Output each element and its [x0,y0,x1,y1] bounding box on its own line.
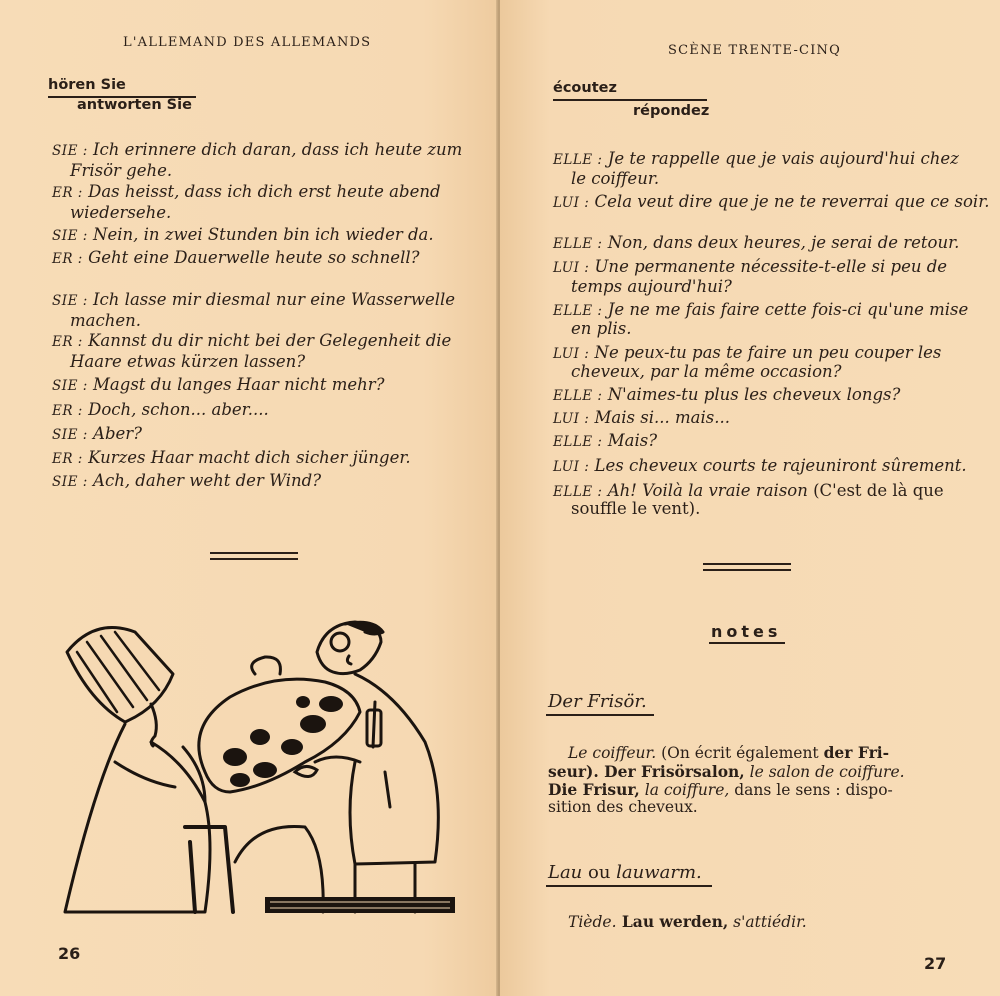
dialogue-line [553,455,967,478]
running-head-left: L'ALLEMAND DES ALLEMANDS [123,35,372,50]
dialogue-line [52,330,451,353]
dialogue-line [52,374,385,397]
dialogue-text: Ich lasse mir diesmal nur eine Wasserwelle [93,290,456,309]
dialogue-cont: le coiffeur. [571,169,660,188]
notes-title: notes [711,622,782,641]
dialogue-text: Magst du langes Haar nicht mehr? [93,375,385,394]
speaker: ELLE : [553,303,603,319]
note-heading-underline [546,714,654,716]
left-page [0,0,498,996]
speaker: SIE : [52,427,88,443]
speaker: ER : [52,403,83,419]
notes-underline [709,642,785,644]
speaker: SIE : [52,228,88,244]
dialogue-text: Je te rappelle que je vais aujourd'hui chez [607,149,959,168]
dialogue-text: Ah! Voilà la vraie raison [607,481,808,500]
dialogue-line [52,423,142,446]
dialogue-line [553,430,657,453]
note-body-line: sition des cheveux. [548,798,698,816]
dialogue-line [52,470,321,493]
label-listen: hören Sie [48,77,126,93]
dialogue-text: Doch, schon... aber.... [88,400,269,419]
dialogue-text: Nein, in zwei Stunden bin ich wieder da. [93,225,434,244]
label-answer: antworten Sie [77,97,192,113]
speaker: ER : [52,251,83,267]
dialogue-text: Ich erinnere dich daran, dass ich heute zum [93,140,463,159]
dialogue-text: Kannst du dir nicht bei der Gelegenheit die [88,331,452,350]
section-divider [210,552,298,560]
speaker: LUI : [553,411,590,427]
dialogue-cont: Frisör gehe. [70,161,173,180]
label-listen: écoutez [553,80,617,96]
dialogue-text: Geht eine Dauerwelle heute so schnell? [88,248,420,267]
running-head-right: SCÈNE TRENTE-CINQ [668,43,841,58]
dialogue-text: Les cheveux courts te rajeuniront sûrement. [594,456,967,475]
dialogue-text: Aber? [93,424,143,443]
speaker: SIE : [52,293,88,309]
speaker: LUI : [553,260,590,276]
section-divider [703,563,791,571]
dialogue-text: Non, dans deux heures, je serai de retour. [607,233,960,252]
dialogue-text: Ach, daher weht der Wind? [93,471,322,490]
dialogue-line [52,447,411,470]
dialogue-line [52,181,441,204]
speaker: ELLE : [553,388,603,404]
note-body-line: Le coiffeur. (On écrit également der Fri- [568,743,890,762]
dialogue-cont: souffle le vent). [571,499,701,518]
dialogue-text: N'aimes-tu plus les cheveux longs? [607,385,901,404]
speaker: ELLE : [553,236,603,252]
dialogue-text: Ne peux-tu pas te faire un peu couper les [594,343,942,362]
dialogue-text-roman: (C'est de là que [807,481,944,500]
speaker: ER : [52,334,83,350]
dialogue-text: Kurzes Haar macht dich sicher jünger. [88,448,411,467]
label-answer: répondez [633,103,710,119]
page-number-left: 26 [58,944,81,963]
note-body-line: Die Frisur, la coiffure, dans le sens : dispo- [548,780,893,799]
speaker: LUI : [553,195,590,211]
dialogue-cont: Haare etwas kürzen lassen? [70,352,306,371]
speaker: ELLE : [553,152,603,168]
speaker: ELLE : [553,484,603,500]
dialogue-text: Mais? [607,431,658,450]
dialogue-text: Das heisst, dass ich dich erst heute abend [88,182,441,201]
dialogue-line [553,384,900,407]
right-page [500,0,1000,996]
dialogue-line [553,232,959,255]
label-underline [553,99,707,101]
dialogue-cont: machen. [70,311,141,330]
dialogue-text: Une permanente nécessite-t-elle si peu de [594,257,948,276]
dialogue-line [52,224,434,247]
dialogue-line [52,139,462,162]
dialogue-line [52,247,419,270]
dialogue-cont: cheveux, par la même occasion? [571,362,842,381]
note-heading: Der Frisör. [548,691,647,712]
speaker: LUI : [553,346,590,362]
speaker: ER : [52,185,83,201]
dialogue-line [52,289,455,312]
dialogue-text: Cela veut dire que je ne te reverrai que ce soir. [594,192,990,211]
speaker: SIE : [52,143,88,159]
dialogue-line [52,399,269,422]
speaker: ELLE : [553,434,603,450]
speaker: LUI : [553,459,590,475]
note-heading-underline [546,885,712,887]
note-heading: Lau ou lauwarm. [548,862,702,883]
dialogue-cont: en plis. [571,319,632,338]
speaker: SIE : [52,474,88,490]
page-number-right: 27 [924,954,947,973]
dialogue-cont: wiedersehe. [70,203,172,222]
dialogue-line [553,407,730,430]
note-body-line: Tiède. Lau werden, s'attiédir. [568,912,807,931]
dialogue-cont: temps aujourd'hui? [571,277,732,296]
dialogue-text: Mais si... mais... [594,408,730,427]
speaker: SIE : [52,378,88,394]
note-body-line: seur). Der Frisörsalon, le salon de coiffure. [548,762,905,781]
dialogue-line [553,191,990,214]
dialogue-text: Je ne me fais faire cette fois-ci qu'une mise [607,300,969,319]
speaker: ER : [52,451,83,467]
hairdresser-illustration [55,612,460,917]
